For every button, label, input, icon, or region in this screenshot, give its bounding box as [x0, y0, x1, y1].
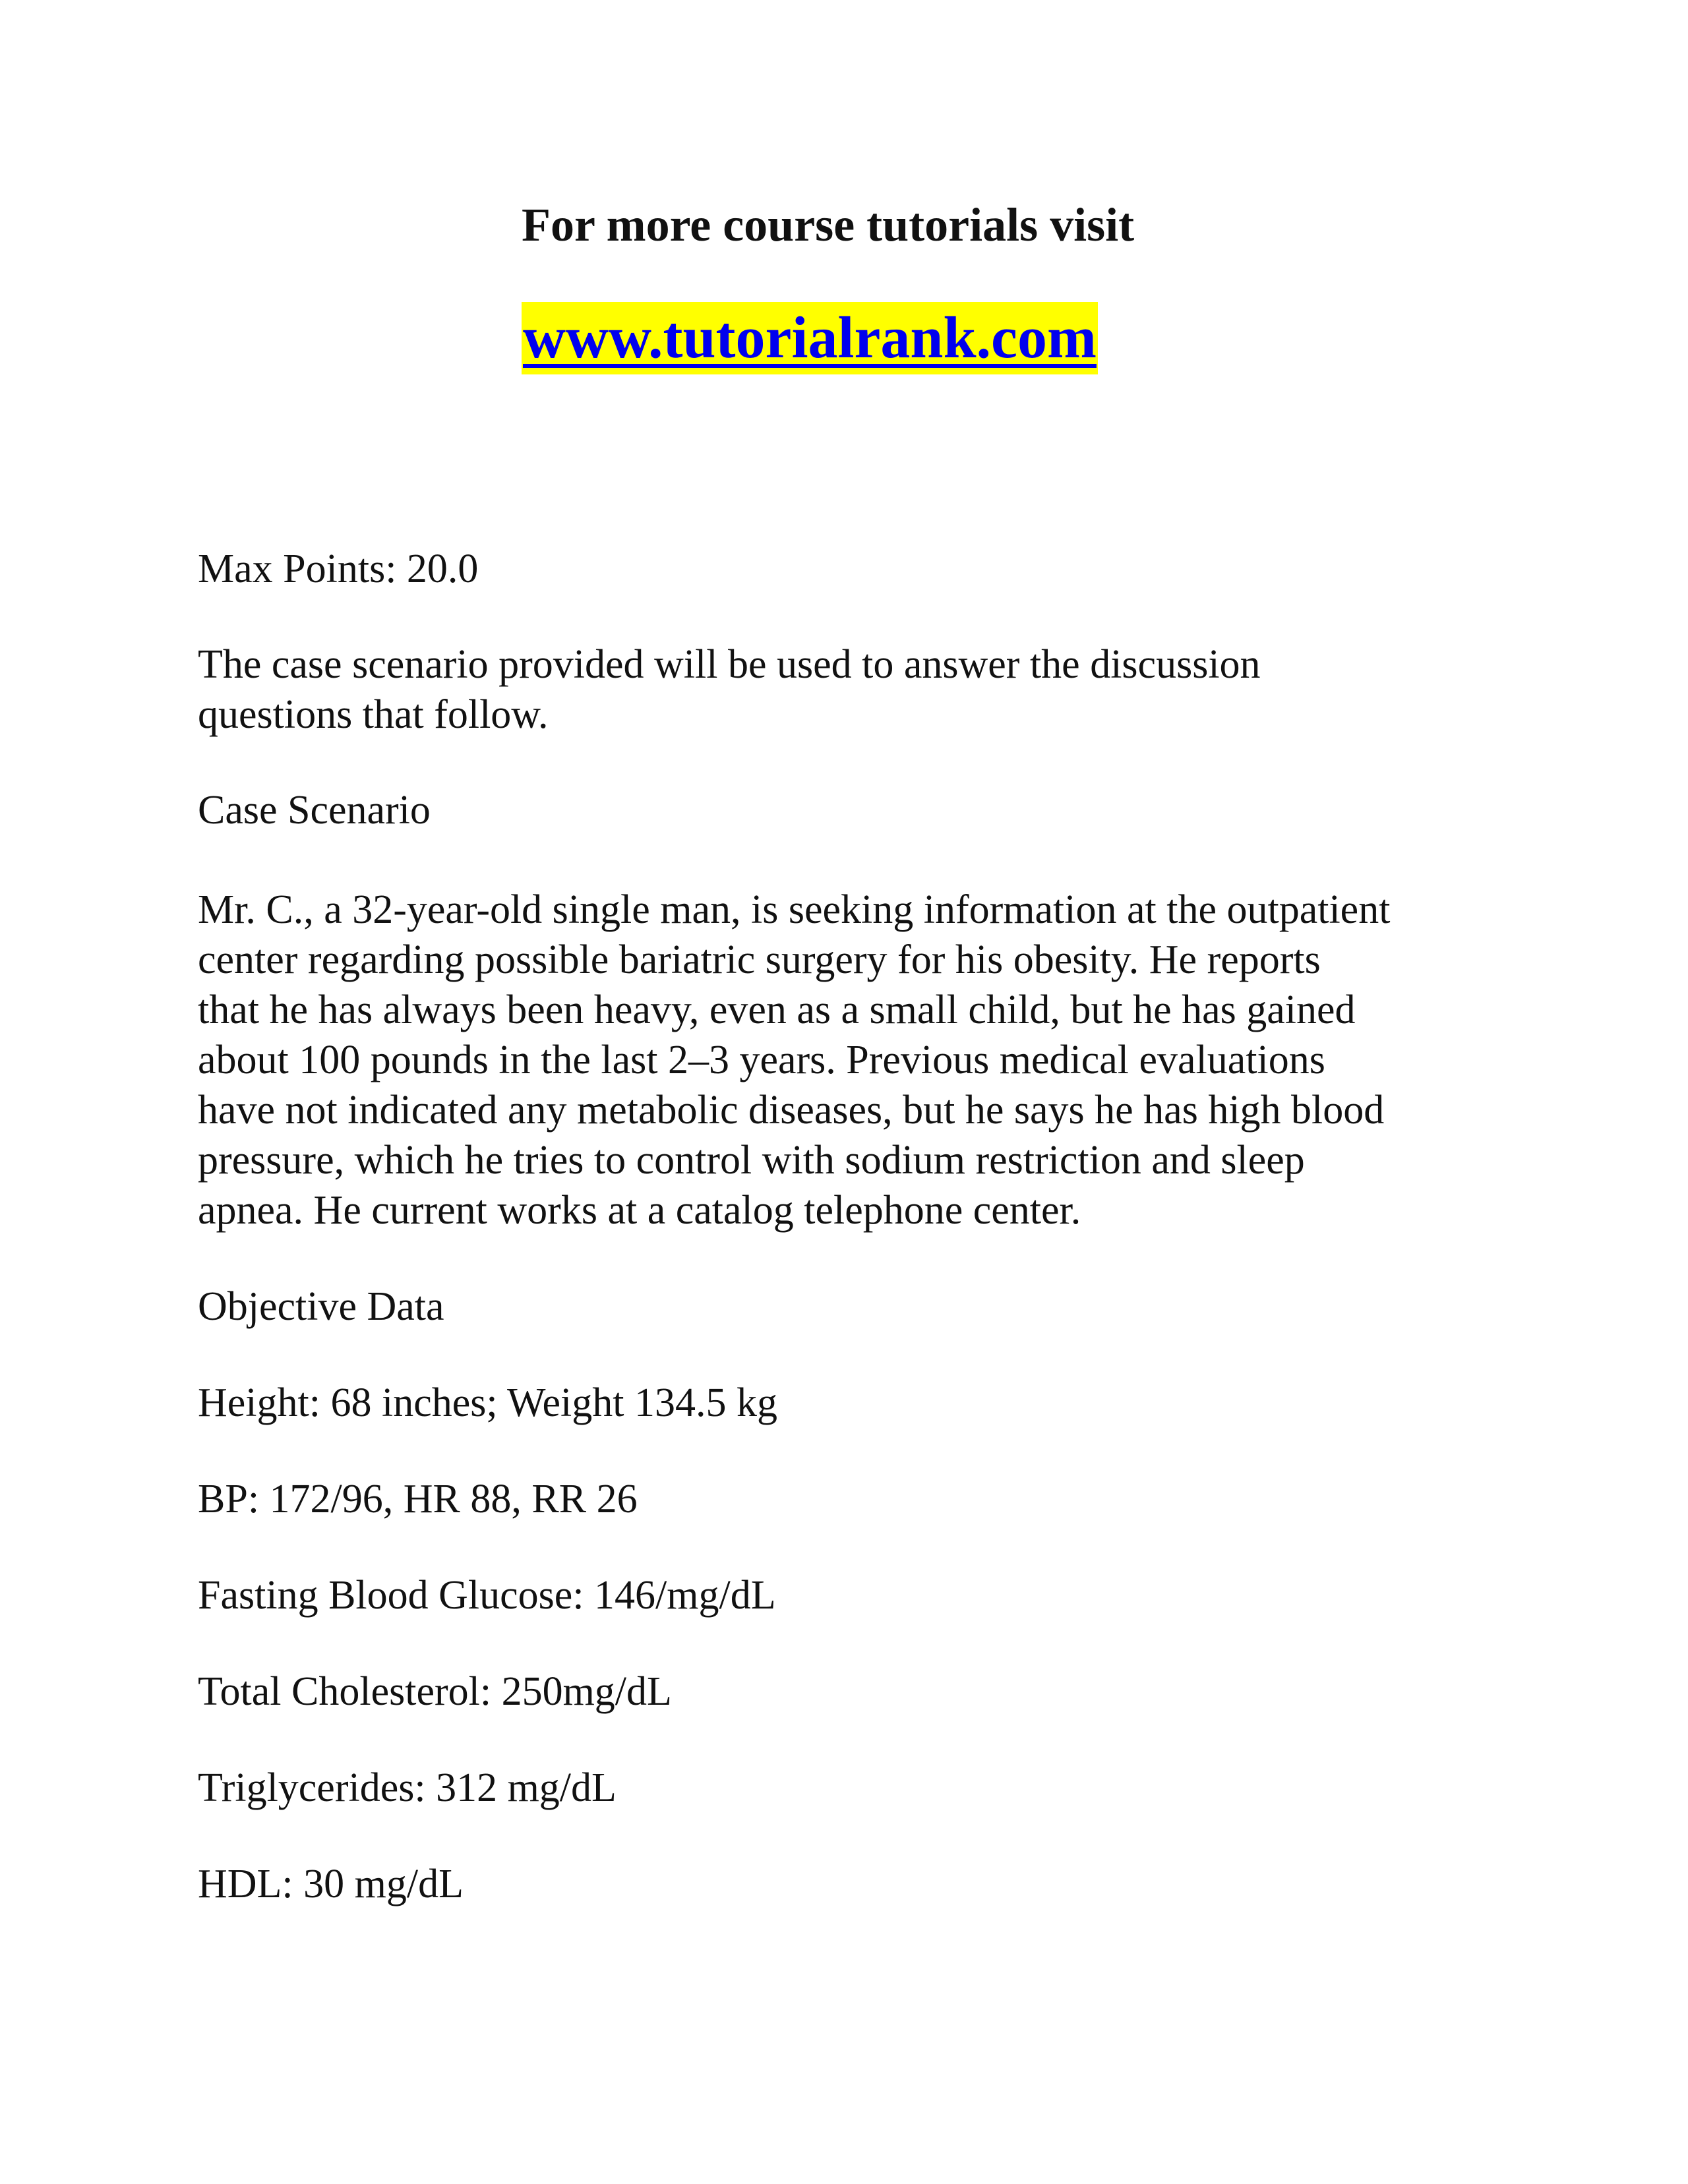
- hdl: HDL: 30 mg/dL: [198, 1862, 464, 1906]
- tutorialrank-link[interactable]: www.tutorialrank.com: [522, 302, 1098, 374]
- case-line: apnea. He current works at a catalog telephone center.: [198, 1188, 1081, 1233]
- case-line: have not indicated any metabolic diseases, but he says he has high blood: [198, 1088, 1385, 1133]
- vital-signs: BP: 172/96, HR 88, RR 26: [198, 1477, 638, 1521]
- height-weight: Height: 68 inches; Weight 134.5 kg: [198, 1380, 777, 1425]
- intro-line: The case scenario provided will be used to answer the discussion: [198, 642, 1261, 687]
- triglycerides: Triglycerides: 312 mg/dL: [198, 1765, 617, 1810]
- max-points: Max Points: 20.0: [198, 546, 479, 591]
- case-line: pressure, which he tries to control with sodium restriction and sleep: [198, 1138, 1305, 1183]
- case-line: that he has always been heavy, even as a small child, but he has gained: [198, 988, 1356, 1032]
- total-cholesterol: Total Cholesterol: 250mg/dL: [198, 1669, 672, 1714]
- objective-data-heading: Objective Data: [198, 1284, 444, 1329]
- intro-paragraph: [198, 639, 1261, 740]
- case-paragraph: [198, 885, 1390, 1235]
- case-scenario-heading: Case Scenario: [198, 788, 431, 833]
- fasting-glucose: Fasting Blood Glucose: 146/mg/dL: [198, 1573, 776, 1618]
- intro-line: questions that follow.: [198, 692, 549, 737]
- promo-heading: For more course tutorials visit: [522, 198, 1135, 251]
- case-line: Mr. C., a 32-year-old single man, is seeking information at the outpatient: [198, 887, 1391, 932]
- case-line: about 100 pounds in the last 2–3 years. Previous medical evaluations: [198, 1038, 1325, 1082]
- case-line: center regarding possible bariatric surgery for his obesity. He reports: [198, 937, 1321, 982]
